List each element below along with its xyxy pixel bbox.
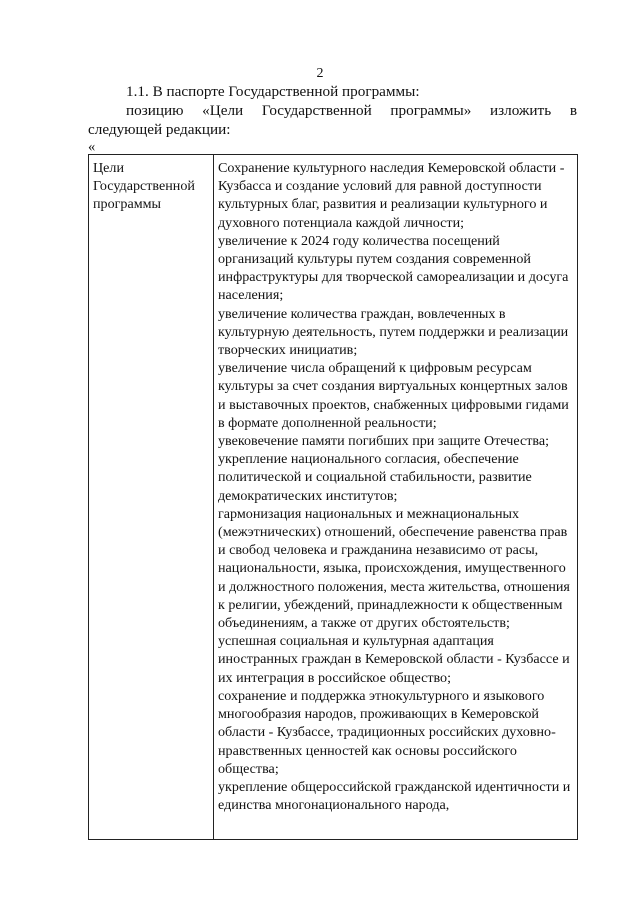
goal-item: Сохранение культурного наследия Кемеровской области - Кузбасса и создание условий для равной доступности культурных благ, развития и реализации культурного и духовного потенциала каждой личности; (218, 160, 565, 231)
goal-item: увеличение числа обращений к цифровым ресурсам культуры за счет создания виртуальных концертных залов и выставочных проектов, снабженных цифровыми гидами в формате дополненной реальности; (218, 360, 569, 431)
page-number: 2 (316, 66, 324, 81)
goal-item: гармонизация национальных и межнациональных (межэтнических) отношений, обеспечение равенства прав и свобод человека и гражданина независимо от расы, национальности, языка, происхождения, имущественного и должностного положения, места жительства, отношения к религии, убеждений, принадлежности к общественным объединениям, а также от других обстоятельств; (218, 505, 570, 632)
opening-quote-mark: « (88, 139, 96, 155)
goal-item: успешная социальная и культурная адаптация иностранных граждан в Кемеровской области - Кузбассе и их интеграция в российское общество; (218, 633, 570, 686)
goal-item: увеличение количества граждан, вовлеченных в культурную деятельность, путем поддержки и реализации творческих инициатив; (218, 305, 569, 359)
paragraph-passport-intro: 1.1. В паспорте Государственной программы: (126, 83, 420, 100)
goal-item: сохранение и поддержка этнокультурного и языкового многообразия народов, проживающих в Кемеровской области - Кузбассе, традиционных российских духовно-нравственных ценностей как основы российского общества; (218, 687, 556, 777)
goal-item: увеличение к 2024 году количества посещений организаций культуры путем создания современной инфраструктуры для творческой самореализации и досуга населения; (218, 232, 569, 304)
goal-item: укрепление общероссийской гражданской идентичности и единства многонационального народа, (218, 778, 571, 814)
goal-item: увековечение памяти погибших при защите Отечества; (218, 433, 550, 450)
table-row (89, 155, 578, 840)
program-goals-table (88, 154, 578, 840)
goals-label-cell (89, 155, 214, 840)
goal-item: укрепление национального согласия, обеспечение политической и социальной стабильности, развитие демократических институтов; (218, 451, 532, 504)
goals-content-cell (214, 155, 578, 840)
paragraph-position-instruction: позицию «Цели Государственной программы» изложить в следующей редакции: (88, 102, 577, 138)
goals-label: Цели Государственной программы (93, 160, 195, 213)
